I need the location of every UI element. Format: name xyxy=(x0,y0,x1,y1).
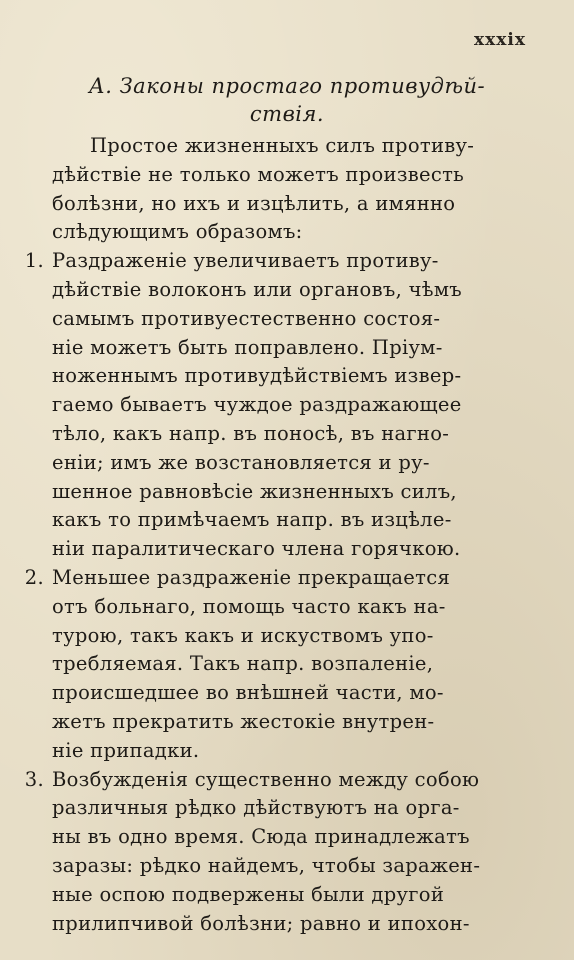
text-line: еніи; имъ же возстановляется и ру- xyxy=(52,450,430,474)
text-line: дѣйствіе волоконъ или органовъ, чѣмъ xyxy=(52,277,462,301)
body-text xyxy=(24,132,556,938)
text-line: ноженнымъ противудѣйствіемъ извер- xyxy=(52,364,462,388)
text-line: Простое жизненныхъ силъ противу- xyxy=(90,134,475,157)
text-line: ніе можетъ быть поправлено. Пріум- xyxy=(52,335,443,359)
text-line: турою, такъ какъ и искуствомъ упо- xyxy=(52,623,434,647)
text-line: Меньшее раздраженіе прекращается xyxy=(52,565,451,589)
list-item xyxy=(24,564,556,766)
text-line: Раздраженіе увеличиваетъ противу- xyxy=(52,249,439,273)
text-line: ные оспою подвержены были другой xyxy=(52,882,445,906)
section-title-line: А. Законы простаго противудѣй- xyxy=(88,74,486,98)
text-line: ны въ одно время. Сюда принадлежатъ xyxy=(52,825,470,849)
text-line: жетъ прекратить жестокіе внутрен- xyxy=(52,709,435,733)
text-line: слѣдующимъ образомъ: xyxy=(52,220,303,244)
text-line: ніе припадки. xyxy=(52,738,200,762)
list-item-number: 2. xyxy=(24,565,44,589)
text-line: ніи паралитическаго члена горячкою. xyxy=(52,537,461,561)
text-line: самымъ противуестественно состоя- xyxy=(52,306,441,330)
section-title-line: ствія. xyxy=(249,102,325,126)
text-line: гаемо бываетъ чуждое раздражающее xyxy=(52,393,462,417)
text-line: прилипчивой болѣзни; равно и ипохон- xyxy=(52,911,470,935)
text-line: тѣло, какъ напр. въ поносѣ, въ нагно- xyxy=(52,421,450,445)
text-line: шенное равновѣсіе жизненныхъ силъ, xyxy=(52,479,457,503)
list-item xyxy=(24,247,556,564)
section-title xyxy=(0,72,574,128)
text-line: болѣзни, но ихъ и изцѣлить, а имянно xyxy=(52,191,456,215)
text-line: различныя рѣдко дѣйствуютъ на орга- xyxy=(52,796,460,820)
text-line: дѣйствіе не только можетъ произвесть xyxy=(52,162,465,186)
list-item-number: 3. xyxy=(24,767,44,791)
list-item xyxy=(24,766,556,939)
text-line: заразы: рѣдко найдемъ, чтобы заражен- xyxy=(52,853,481,877)
text-line: Возбужденія существенно между собою xyxy=(52,767,480,791)
text-line: происшедшее во внѣшней части, мо- xyxy=(52,681,444,705)
text-line: требляемая. Такъ напр. возпаленіе, xyxy=(52,652,434,676)
intro-paragraph xyxy=(52,132,556,247)
list-item-number: 1. xyxy=(24,249,44,273)
page-number: xxxix xyxy=(474,30,526,50)
text-line: отъ больнаго, помощь часто какъ на- xyxy=(52,594,446,618)
text-line: какъ то примѣчаемъ напр. въ изцѣле- xyxy=(52,508,452,532)
